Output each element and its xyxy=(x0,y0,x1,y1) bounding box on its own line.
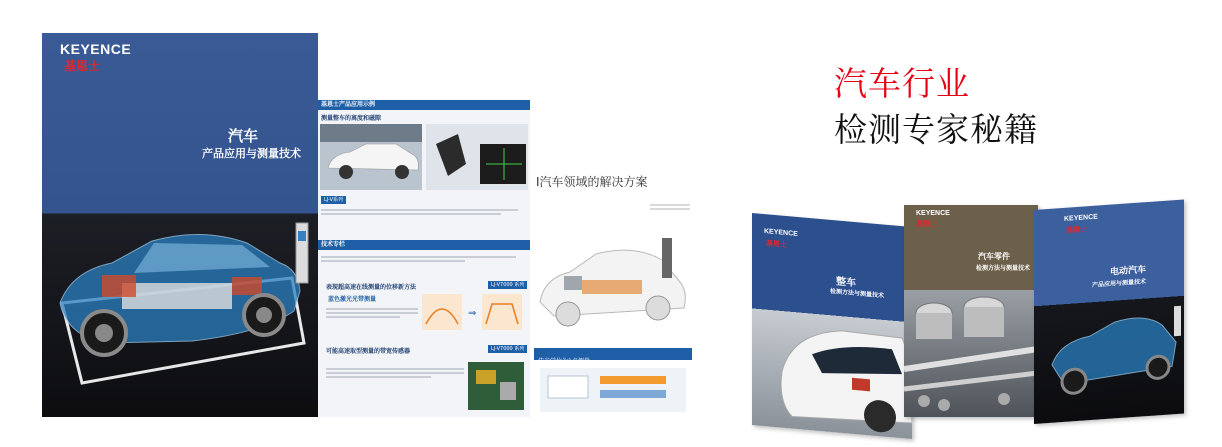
car-chassis-illustration xyxy=(534,232,692,342)
brochure-vehicle-title: 整车 xyxy=(836,276,856,290)
item-2-tag: LJ-V7000 系列 xyxy=(488,345,527,353)
white-car-photo xyxy=(752,309,912,439)
engine-parts-photo xyxy=(904,289,1038,417)
process-diagram xyxy=(540,368,686,412)
ev-xray-photo xyxy=(1034,296,1184,424)
section-header: 基恩士产品应用示例 xyxy=(318,100,530,110)
section-2-text-placeholder xyxy=(321,254,526,264)
brochure-parts-title: 汽车零件 xyxy=(978,252,1010,261)
cover-title: 汽车 xyxy=(228,127,259,145)
keyence-cn-logo: 基恩士 xyxy=(64,59,101,73)
brochure-vehicle-logo-cn: 基恩士 xyxy=(766,239,787,250)
brochure-cover xyxy=(42,33,318,417)
brochure-ev-logo-cn: 基恩士 xyxy=(1066,225,1087,235)
item-1-title: 表现超高速在线测量的位移新方法 xyxy=(326,284,417,291)
keyence-logo: KEYENCE xyxy=(60,41,132,57)
section-header-2: 技术专栏 xyxy=(318,240,530,250)
measurement-graphs xyxy=(422,294,528,334)
cover-subtitle: 产品应用与测量技术 xyxy=(202,147,301,160)
product-tag: LJ-V系列 xyxy=(321,196,346,204)
item-2-title: 可能高速取型测量的带宽传感器 xyxy=(326,348,411,355)
brochure-ev-logo: KEYENCE xyxy=(1064,213,1098,223)
solution-text-placeholder xyxy=(650,202,690,212)
brochure-parts-logo-cn: 基恩士 xyxy=(916,220,937,228)
svg-text:⇒: ⇒ xyxy=(468,308,477,319)
brochure-solution-page xyxy=(534,100,692,417)
example-description-placeholder xyxy=(321,207,526,217)
solution-title: I汽车领域的解决方案 xyxy=(536,175,648,189)
brochure-parts-subtitle: 检测方法与测量技术 xyxy=(976,265,1031,272)
callout-text: 传光学位为1点测量 xyxy=(538,358,590,365)
item-1-tag: LJ-V7000 系列 xyxy=(488,281,527,289)
example-title: 测量整车的离度和磁隙 xyxy=(321,115,382,122)
item-2-text-placeholder xyxy=(326,366,464,380)
item-1-sub: 蓝色激光光带测量 xyxy=(328,296,377,303)
callout-bar xyxy=(534,348,692,365)
circuit-board-photo xyxy=(468,362,524,410)
brochure-inner-page xyxy=(318,100,530,417)
headline-tagline: 检测专家秘籍 xyxy=(834,110,1038,149)
brochure-auto-parts xyxy=(904,205,1038,417)
brochure-vehicle-subtitle: 检测方法与测量技术 xyxy=(830,287,885,300)
example-photos xyxy=(320,124,528,190)
brochure-vehicle-logo: KEYENCE xyxy=(764,228,798,239)
headline-industry: 汽车行业 xyxy=(834,64,970,103)
car-xray-illustration xyxy=(42,183,318,417)
brochure-vehicle xyxy=(752,213,912,439)
brochure-ev-subtitle: 产品应用与测量技术 xyxy=(1092,278,1147,289)
brochure-ev xyxy=(1034,200,1184,424)
item-1-text-placeholder xyxy=(326,306,418,320)
brochure-parts-logo: KEYENCE xyxy=(916,210,950,217)
brochure-ev-title: 电动汽车 xyxy=(1110,265,1147,278)
